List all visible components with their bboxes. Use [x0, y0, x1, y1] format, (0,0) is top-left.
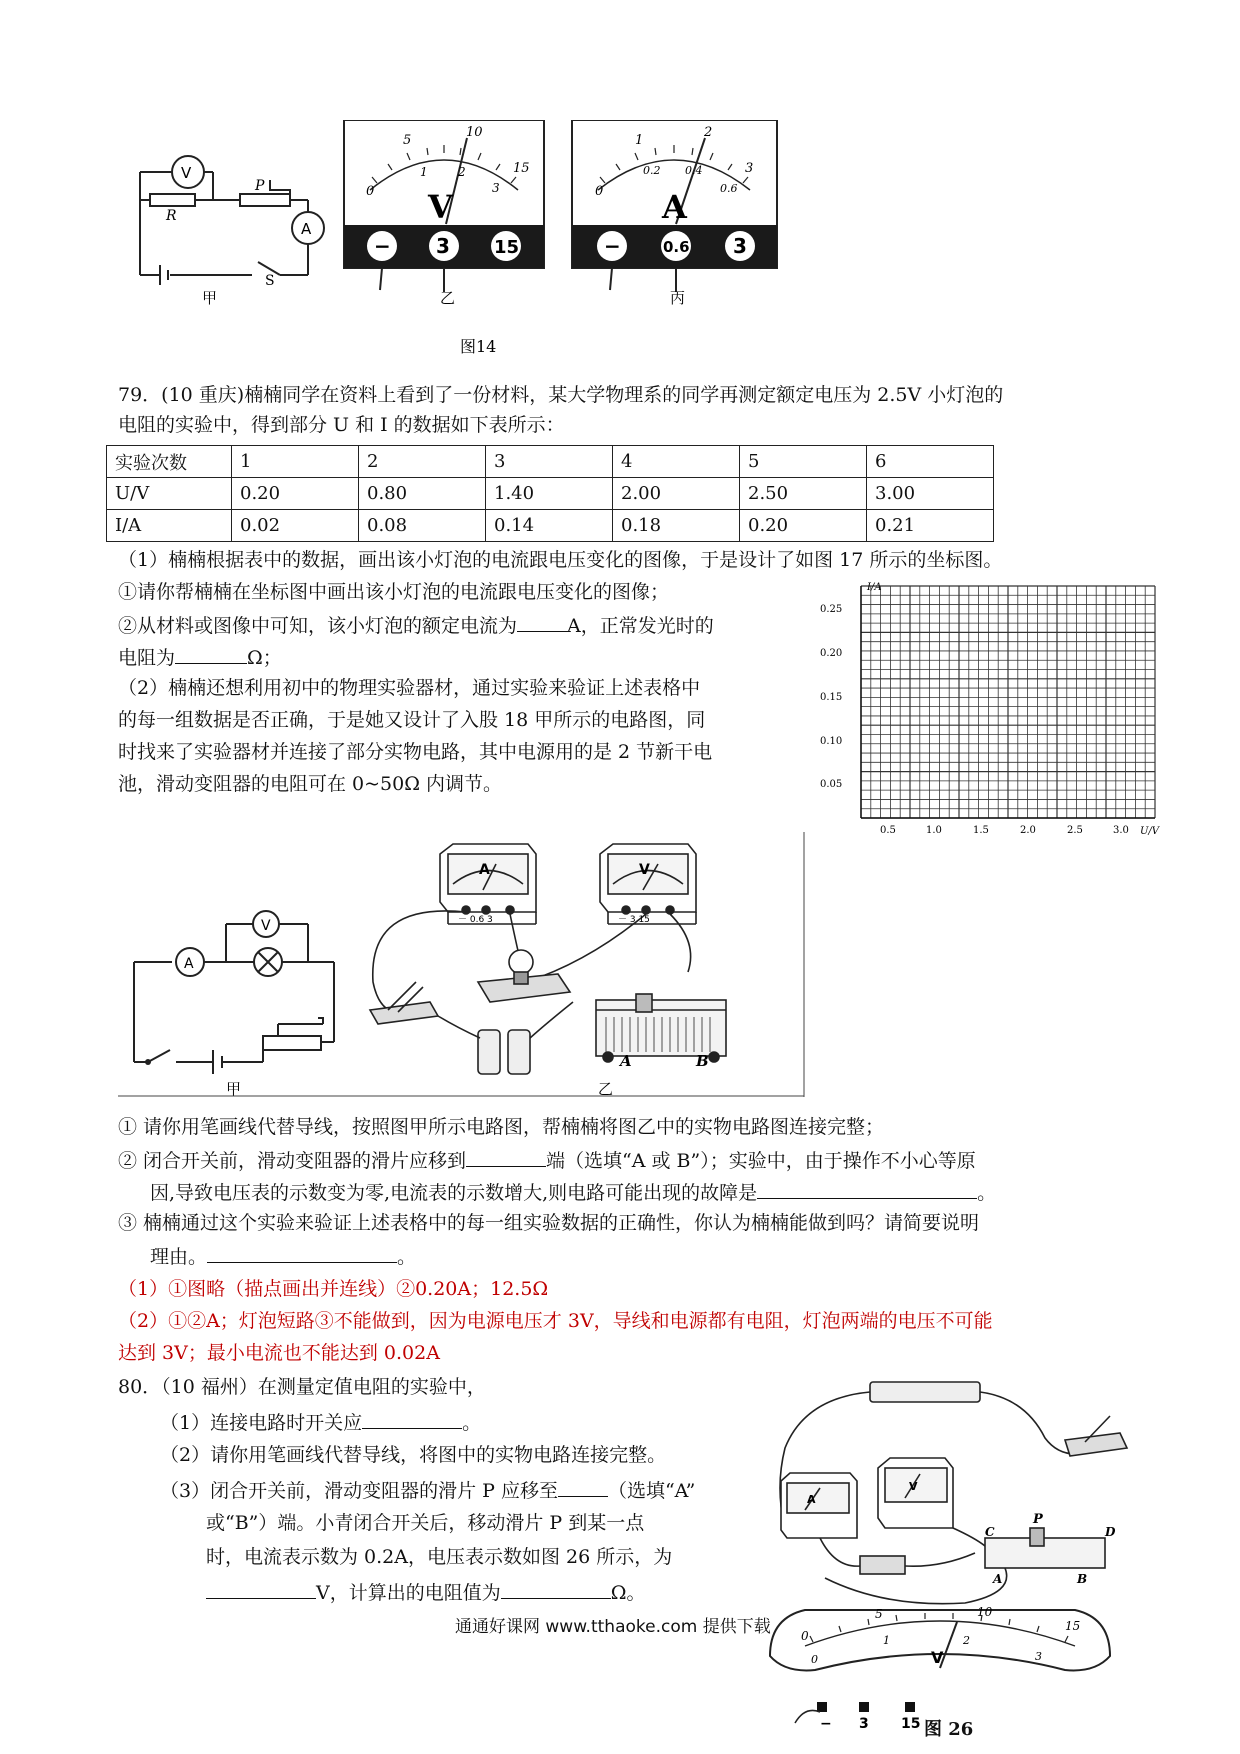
rheostat-a-label: A: [620, 1052, 632, 1070]
table-cell: 0.08: [359, 510, 486, 542]
table-row: [107, 510, 994, 542]
q79-line-2: 电阻的实验中，得到部分 U 和 I 的数据如下表所示：: [118, 414, 565, 436]
q79-part2-line4: 池，滑动变阻器的电阻可在 0~50Ω 内调节。: [118, 773, 503, 795]
amp-letter: A: [662, 188, 687, 226]
q79-sub-1: ① 请你用笔画线代替导线，按照图甲所示电路图，帮楠楠将图乙中的实物电路图连接完整；: [118, 1116, 885, 1138]
rheostat-b-label: B: [696, 1052, 709, 1070]
rheostat-c-label: C: [985, 1525, 995, 1539]
table-cell: 实验次数: [107, 446, 232, 478]
table-cell: 2.00: [613, 478, 740, 510]
y-tick: 0.15: [820, 692, 843, 703]
q80-part3-text2: （选填“A”: [607, 1480, 696, 1502]
q79-part1-b-text2: A，正常发光时的: [567, 615, 714, 637]
graph-x-label: U/V: [1140, 826, 1160, 837]
voltmeter-symbol-label: V: [181, 164, 192, 182]
q80-part1-text: （1）连接电路时开关应: [160, 1412, 363, 1434]
answer-blank[interactable]: [517, 609, 567, 632]
y-tick: 0.05: [820, 779, 843, 790]
q79-sub-3-cont: [150, 1240, 416, 1272]
dial-terminals: [795, 1702, 915, 1723]
apparatus-yi: [370, 844, 726, 1074]
amp-inner-06: 0.6: [720, 182, 738, 195]
slider-label: P: [255, 178, 265, 194]
switch-contact: [145, 1059, 151, 1065]
answer-line-1: （1）①图略（描点画出并连线）②0.20A；12.5Ω: [118, 1278, 549, 1300]
rheostat-b-label: B: [1077, 1572, 1088, 1586]
q79-part2-line3: 时找来了实验器材并连接了部分实物电路，其中电源用的是 2 节新干电: [118, 741, 713, 763]
q79-sub-2-text2: 端（选填“A 或 B”）；实验中，由于操作不小心等原: [546, 1150, 976, 1172]
dial-inner-0: 0: [811, 1653, 818, 1666]
q80-part3-line4: [206, 1576, 646, 1608]
x-tick: 0.5: [880, 825, 896, 836]
volt-term-15: 15: [494, 237, 520, 258]
table-cell: 1.40: [486, 478, 613, 510]
table-cell: 2.50: [740, 478, 867, 510]
voltmeter-terminal-labels: － 3 15: [618, 915, 650, 925]
q79-sub-2-text4: 。: [977, 1182, 997, 1204]
q80-part3-line2: 或“B”）端。小青闭合开关后，移动滑片 P 到某一点: [206, 1512, 645, 1534]
answer-blank[interactable]: [206, 1576, 316, 1599]
amp-tick-2: 2: [704, 125, 713, 140]
volt-inner-2: 2: [458, 165, 466, 179]
circuit-18-jia: [134, 911, 334, 1074]
y-tick: 0.20: [820, 648, 843, 659]
dial-term-3: 3: [859, 1716, 869, 1732]
dial-inner-1: 1: [883, 1634, 890, 1647]
q79-part1-c-text2: Ω；: [247, 647, 282, 669]
dial-tick-0: 0: [801, 1629, 809, 1643]
answer-blank[interactable]: [558, 1474, 608, 1497]
ammeter-body-label: A: [479, 862, 490, 878]
table-cell: 4: [613, 446, 740, 478]
answer-blank[interactable]: [501, 1576, 611, 1599]
volt-inner-1: 1: [420, 165, 428, 179]
dial-term-15: 15: [901, 1716, 921, 1732]
table-cell: 6: [867, 446, 994, 478]
q79-part1-c-text: 电阻为: [118, 647, 176, 669]
footer-source: 通通好课网 www.tthaoke.com 提供下载: [455, 1617, 771, 1637]
q79-part1-a: ①请你帮楠楠在坐标图中画出该小灯泡的电流跟电压变化的图像；: [118, 581, 670, 603]
table-cell: 3.00: [867, 478, 994, 510]
figure-18: [118, 832, 808, 1097]
amp-term-neg: −: [604, 234, 621, 258]
jia-label: 甲: [226, 1080, 242, 1097]
rheostat-d-label: D: [1105, 1525, 1116, 1539]
x-tick: 3.0: [1113, 825, 1129, 836]
q80-part3-text3: V，计算出的电阻值为: [316, 1582, 501, 1604]
x-tick: 2.5: [1067, 825, 1083, 836]
jia-label: 甲: [202, 289, 218, 307]
voltmeter-symbol-label: V: [261, 918, 271, 934]
q79-sub-2-text3: 因,导致电压表的示数变为零,电流表的示数增大,则电路可能出现的故障是: [150, 1182, 758, 1204]
answer-blank[interactable]: [362, 1406, 462, 1429]
answer-blank[interactable]: [466, 1144, 546, 1167]
dial-inner-3: 3: [1035, 1650, 1042, 1663]
volt-term-neg: −: [374, 234, 391, 258]
figure-26-caption: 图 26: [924, 1719, 974, 1740]
ammeter-symbol-label: A: [301, 220, 312, 238]
answer-blank[interactable]: [175, 641, 247, 664]
y-tick: 0.25: [820, 604, 843, 615]
q79-sub-3-text2: 。: [397, 1246, 417, 1268]
q79-sub-2-cont: [150, 1176, 996, 1208]
amp-term-3: 3: [733, 234, 747, 258]
q80-part3: [160, 1474, 695, 1506]
table-cell: 0.02: [232, 510, 359, 542]
volt-term-3: 3: [436, 234, 450, 258]
answer-blank[interactable]: [207, 1240, 397, 1263]
volt-tick-0: 0: [366, 184, 375, 199]
amp-inner-04: 0.4: [685, 164, 703, 177]
q79-sub-3-text: 理由。: [150, 1246, 208, 1268]
yi-label: 乙: [598, 1080, 614, 1097]
q79-sub-3: ③ 楠楠通过这个实验来验证上述表格中的每一组实验数据的正确性，你认为楠楠能做到吗？请简要说明: [118, 1212, 980, 1234]
dial-tick-5: 5: [875, 1607, 883, 1621]
q80-apparatus: [765, 1378, 1135, 1738]
switch-label: S: [265, 273, 275, 289]
voltmeter-body-label: V: [639, 862, 650, 878]
volt-tick-5: 5: [403, 133, 412, 148]
q79-part2-line1: （2）楠楠还想利用初中的物理实验器材，通过实验来验证上述表格中: [118, 677, 701, 699]
table-cell: 2: [359, 446, 486, 478]
q79-part2-line2: 的每一组数据是否正确，于是她又设计了入股 18 甲所示的电路图，同: [118, 709, 706, 731]
dial-term-neg: −: [820, 1716, 832, 1732]
volt-letter: V: [428, 188, 453, 226]
table-cell: 3: [486, 446, 613, 478]
table-cell: U/V: [107, 478, 232, 510]
amp-tick-1: 1: [635, 133, 644, 148]
q80-line-1: 80．（10 福州）在测量定值电阻的实验中，: [118, 1376, 486, 1398]
ammeter-letter: A: [807, 1493, 816, 1506]
dial-tick-10: 10: [977, 1605, 993, 1619]
q80-part3-text4: Ω。: [610, 1582, 646, 1604]
yi-label: 乙: [440, 289, 456, 307]
y-tick: 0.10: [820, 736, 843, 747]
graph-y-label: I/A: [867, 582, 882, 593]
table-cell: 0.21: [867, 510, 994, 542]
table-cell: 0.20: [232, 478, 359, 510]
q79-sub-2-text: ② 闭合开关前，滑动变阻器的滑片应移到: [118, 1150, 467, 1172]
q79-part1: （1）楠楠根据表中的数据，画出该小灯泡的电流跟电压变化的图像，于是设计了如图 17 所示的坐标图。: [118, 549, 1003, 571]
volt-tick-15: 15: [513, 161, 530, 176]
dial-tick-15: 15: [1065, 1619, 1081, 1633]
q79-sub-2: [118, 1144, 976, 1176]
ammeter-terminal-labels: － 0.6 3: [458, 915, 493, 925]
resistor-label: R: [166, 208, 177, 224]
q79-part1-b: [118, 609, 714, 641]
table-cell: 0.80: [359, 478, 486, 510]
x-tick: 2.0: [1020, 825, 1036, 836]
rheostat-p-label: P: [1033, 1512, 1043, 1527]
q79-part1-c: [118, 641, 282, 673]
dial-letter: V: [931, 1648, 944, 1667]
q80-part1-text2: 。: [462, 1412, 482, 1434]
rheostat-a-label: A: [993, 1572, 1003, 1586]
figure-14: [130, 120, 790, 360]
table-row: [107, 478, 994, 510]
table-row: [107, 446, 994, 478]
table-cell: 0.14: [486, 510, 613, 542]
table-cell: 0.20: [740, 510, 867, 542]
table-cell: 5: [740, 446, 867, 478]
q80-part1: [160, 1406, 481, 1438]
q80-part3-line3: 时，电流表示数为 0.2A，电压表示数如图 26 所示，为: [206, 1546, 673, 1568]
x-tick: 1.5: [973, 825, 989, 836]
amp-tick-0: 0: [595, 184, 604, 199]
graph-17-grid: [815, 578, 1165, 840]
q80-part3-text: （3）闭合开关前，滑动变阻器的滑片 P 应移至: [160, 1480, 558, 1502]
bing-label: 丙: [670, 289, 686, 307]
voltmeter-letter: V: [909, 1480, 918, 1493]
answer-line-3: 达到 3V；最小电流也不能达到 0.02A: [118, 1342, 440, 1364]
table-cell: I/A: [107, 510, 232, 542]
table-cell: 1: [232, 446, 359, 478]
table-cell: 0.18: [613, 510, 740, 542]
amp-inner-02: 0.2: [643, 164, 661, 177]
ammeter-symbol-label: A: [184, 956, 194, 972]
q79-part1-b-text: ②从材料或图像中可知，该小灯泡的额定电流为: [118, 615, 518, 637]
q79-line-1: 79．(10 重庆)楠楠同学在资料上看到了一份材料，某大学物理系的同学再测定额定电压为 2.5V 小灯泡的: [118, 384, 1004, 406]
volt-tick-10: 10: [466, 125, 483, 140]
amp-tick-3: 3: [745, 161, 754, 176]
x-tick: 1.0: [926, 825, 942, 836]
volt-inner-3: 3: [492, 181, 500, 195]
amp-term-06: 0.6: [663, 238, 690, 256]
dial-inner-2: 2: [963, 1634, 970, 1647]
figure-14-caption: 图14: [460, 337, 497, 356]
answer-blank[interactable]: [757, 1176, 977, 1199]
q79-data-table: [106, 445, 994, 542]
q80-part2: （2）请你用笔画线代替导线，将图中的实物电路连接完整。: [160, 1444, 667, 1466]
answer-line-2: （2）①②A；灯泡短路③不能做到，因为电源电压才 3V，导线和电源都有电阻，灯泡两端的电压不可能: [118, 1310, 993, 1332]
